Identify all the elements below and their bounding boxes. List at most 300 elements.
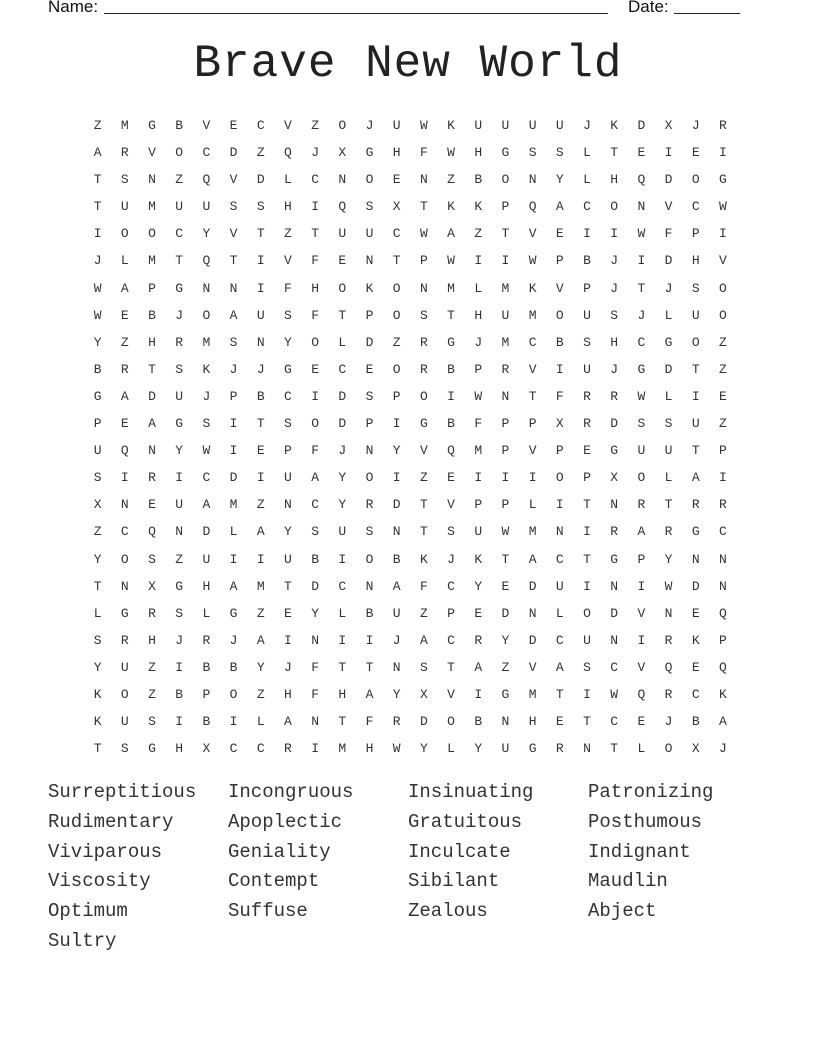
grid-letter[interactable]: K [93, 714, 102, 730]
grid-letter[interactable]: A [637, 524, 646, 540]
grid-letter[interactable]: S [583, 334, 591, 350]
grid-letter[interactable]: R [474, 632, 483, 648]
grid-letter[interactable]: U [256, 307, 265, 323]
grid-letter[interactable]: I [392, 470, 401, 486]
grid-letter[interactable]: L [555, 605, 564, 621]
grid-letter[interactable]: G [148, 741, 156, 757]
grid-letter[interactable]: R [719, 497, 727, 513]
grid-letter[interactable]: Y [284, 524, 292, 540]
grid-letter[interactable]: T [93, 578, 102, 594]
grid-letter[interactable]: Q [202, 253, 211, 269]
grid-letter[interactable]: J [474, 334, 483, 350]
grid-letter[interactable]: Z [311, 118, 319, 133]
grid-letter[interactable]: J [202, 388, 211, 404]
grid-letter[interactable]: A [284, 714, 292, 730]
grid-letter[interactable]: J [583, 118, 591, 133]
grid-letter[interactable]: I [555, 497, 564, 513]
grid-letter[interactable]: W [637, 226, 646, 242]
grid-letter[interactable]: G [610, 551, 619, 567]
grid-letter[interactable]: B [256, 388, 265, 404]
grid-letter[interactable]: C [284, 388, 292, 404]
grid-letter[interactable]: E [365, 361, 374, 377]
grid-letter[interactable]: N [501, 714, 510, 730]
grid-letter[interactable]: G [610, 443, 619, 459]
grid-letter[interactable]: E [447, 470, 455, 486]
grid-letter[interactable]: X [610, 470, 619, 486]
grid-letter[interactable]: C [447, 632, 455, 648]
grid-letter[interactable]: A [447, 226, 455, 242]
grid-letter[interactable]: M [528, 686, 537, 702]
grid-letter[interactable]: U [175, 199, 184, 215]
grid-letter[interactable]: J [311, 145, 319, 161]
grid-letter[interactable]: E [284, 605, 292, 621]
grid-letter[interactable]: A [202, 497, 211, 513]
grid-letter[interactable]: A [691, 470, 700, 486]
grid-letter[interactable]: R [637, 497, 646, 513]
grid-letter[interactable]: R [583, 388, 591, 404]
grid-letter[interactable]: H [528, 714, 537, 730]
grid-letter[interactable]: G [120, 605, 129, 621]
grid-letter[interactable]: U [528, 118, 537, 133]
grid-letter[interactable]: K [691, 632, 700, 648]
grid-letter[interactable]: L [120, 253, 129, 269]
grid-letter[interactable]: J [447, 551, 455, 567]
grid-letter[interactable]: Q [202, 172, 211, 188]
grid-letter[interactable]: S [610, 307, 619, 323]
grid-letter[interactable]: Z [474, 226, 483, 242]
grid-letter[interactable]: X [555, 416, 564, 432]
grid-letter[interactable]: I [120, 470, 129, 486]
grid-letter[interactable]: I [447, 388, 455, 404]
grid-letter[interactable]: V [284, 118, 292, 133]
grid-letter[interactable]: Q [284, 145, 292, 161]
grid-letter[interactable]: H [311, 280, 319, 296]
grid-letter[interactable]: I [528, 470, 537, 486]
grid-letter[interactable]: D [691, 578, 700, 594]
grid-letter[interactable]: S [175, 605, 184, 621]
grid-letter[interactable]: S [175, 361, 184, 377]
grid-letter[interactable]: R [120, 145, 129, 161]
grid-letter[interactable]: P [202, 686, 211, 702]
grid-letter[interactable]: Z [501, 659, 510, 675]
grid-letter[interactable]: R [719, 118, 727, 133]
grid-letter[interactable]: N [311, 714, 319, 730]
grid-letter[interactable]: O [610, 199, 619, 215]
grid-letter[interactable]: Y [311, 605, 319, 621]
grid-letter[interactable]: I [175, 714, 184, 730]
grid-letter[interactable]: A [474, 659, 483, 675]
grid-letter[interactable]: Y [664, 551, 673, 567]
grid-letter[interactable]: C [583, 199, 591, 215]
grid-letter[interactable]: Y [175, 443, 184, 459]
grid-letter[interactable]: U [501, 741, 510, 757]
grid-letter[interactable]: J [175, 632, 184, 648]
grid-letter[interactable]: T [637, 280, 646, 296]
grid-letter[interactable]: T [392, 253, 401, 269]
grid-letter[interactable]: E [555, 714, 564, 730]
grid-letter[interactable]: M [256, 578, 265, 594]
grid-letter[interactable]: G [501, 145, 510, 161]
grid-letter[interactable]: H [148, 334, 156, 350]
grid-letter[interactable]: N [256, 334, 265, 350]
grid-letter[interactable]: I [637, 253, 646, 269]
grid-letter[interactable]: U [93, 443, 102, 459]
grid-letter[interactable]: S [365, 199, 374, 215]
grid-letter[interactable]: L [256, 714, 265, 730]
grid-letter[interactable]: I [719, 226, 727, 242]
grid-letter[interactable]: F [311, 659, 319, 675]
grid-letter[interactable]: J [610, 361, 619, 377]
grid-letter[interactable]: O [338, 280, 347, 296]
grid-letter[interactable]: O [365, 551, 374, 567]
grid-letter[interactable]: M [447, 280, 455, 296]
grid-letter[interactable]: J [284, 659, 292, 675]
grid-letter[interactable]: C [691, 199, 700, 215]
grid-letter[interactable]: C [229, 741, 238, 757]
grid-letter[interactable]: S [229, 334, 238, 350]
grid-letter[interactable]: C [256, 118, 265, 133]
grid-letter[interactable]: P [419, 253, 428, 269]
grid-letter[interactable]: E [120, 416, 129, 432]
date-blank-line[interactable] [674, 13, 740, 14]
grid-letter[interactable]: U [664, 443, 673, 459]
grid-letter[interactable]: D [664, 253, 673, 269]
grid-letter[interactable]: E [392, 172, 401, 188]
grid-letter[interactable]: G [365, 145, 374, 161]
grid-letter[interactable]: Z [719, 361, 727, 377]
grid-letter[interactable]: N [202, 280, 211, 296]
grid-letter[interactable]: T [419, 524, 428, 540]
grid-letter[interactable]: S [365, 388, 374, 404]
grid-letter[interactable]: Y [93, 334, 102, 350]
grid-letter[interactable]: T [148, 361, 156, 377]
grid-letter[interactable]: L [637, 741, 646, 757]
grid-letter[interactable]: S [583, 659, 591, 675]
grid-letter[interactable]: O [447, 714, 455, 730]
grid-letter[interactable]: D [419, 714, 428, 730]
grid-letter[interactable]: R [365, 497, 374, 513]
grid-letter[interactable]: C [311, 172, 319, 188]
grid-letter[interactable]: N [691, 551, 700, 567]
grid-letter[interactable]: N [528, 605, 537, 621]
grid-letter[interactable]: E [637, 714, 646, 730]
grid-letter[interactable]: A [120, 280, 129, 296]
grid-letter[interactable]: V [419, 443, 428, 459]
grid-letter[interactable]: N [392, 524, 401, 540]
grid-letter[interactable]: I [284, 632, 292, 648]
grid-letter[interactable]: R [148, 605, 156, 621]
grid-letter[interactable]: B [583, 253, 591, 269]
grid-letter[interactable]: V [555, 280, 564, 296]
grid-letter[interactable]: B [555, 334, 564, 350]
grid-letter[interactable]: E [555, 226, 564, 242]
grid-letter[interactable]: T [93, 172, 102, 188]
grid-letter[interactable]: N [175, 524, 184, 540]
grid-letter[interactable]: P [148, 280, 156, 296]
grid-letter[interactable]: R [284, 741, 292, 757]
grid-letter[interactable]: D [528, 632, 537, 648]
grid-letter[interactable]: Y [392, 443, 401, 459]
grid-letter[interactable]: V [528, 443, 537, 459]
grid-letter[interactable]: S [284, 416, 292, 432]
grid-letter[interactable]: P [474, 361, 483, 377]
grid-letter[interactable]: L [338, 605, 347, 621]
grid-letter[interactable]: Z [148, 659, 156, 675]
grid-letter[interactable]: Y [555, 172, 564, 188]
grid-letter[interactable]: K [610, 118, 619, 133]
grid-letter[interactable]: I [311, 741, 319, 757]
grid-letter[interactable]: S [148, 551, 156, 567]
grid-letter[interactable]: O [691, 172, 700, 188]
grid-letter[interactable]: M [501, 280, 510, 296]
grid-letter[interactable]: V [202, 118, 211, 133]
grid-letter[interactable]: H [365, 741, 374, 757]
grid-letter[interactable]: T [284, 578, 292, 594]
grid-letter[interactable]: Z [256, 497, 265, 513]
grid-letter[interactable]: Z [93, 118, 102, 133]
grid-letter[interactable]: Q [338, 199, 347, 215]
grid-letter[interactable]: B [474, 172, 483, 188]
grid-letter[interactable]: C [555, 551, 564, 567]
grid-letter[interactable]: Z [256, 686, 265, 702]
grid-letter[interactable]: W [637, 388, 646, 404]
grid-letter[interactable]: W [719, 199, 727, 215]
grid-letter[interactable]: M [474, 443, 483, 459]
grid-letter[interactable]: C [691, 686, 700, 702]
grid-letter[interactable]: O [719, 307, 727, 323]
grid-letter[interactable]: A [229, 578, 238, 594]
grid-letter[interactable]: S [256, 199, 265, 215]
grid-letter[interactable]: N [148, 172, 156, 188]
grid-letter[interactable]: J [664, 714, 673, 730]
grid-letter[interactable]: N [719, 578, 727, 594]
grid-letter[interactable]: I [555, 361, 564, 377]
grid-letter[interactable]: F [311, 307, 319, 323]
grid-letter[interactable]: B [365, 605, 374, 621]
grid-letter[interactable]: V [229, 226, 238, 242]
grid-letter[interactable]: B [148, 307, 156, 323]
grid-letter[interactable]: H [148, 632, 156, 648]
grid-letter[interactable]: U [120, 659, 129, 675]
grid-letter[interactable]: A [256, 524, 265, 540]
grid-letter[interactable]: W [392, 741, 401, 757]
grid-letter[interactable]: E [148, 497, 156, 513]
grid-letter[interactable]: Y [93, 659, 102, 675]
grid-letter[interactable]: I [229, 551, 238, 567]
grid-letter[interactable]: Z [447, 172, 455, 188]
grid-letter[interactable]: T [691, 443, 700, 459]
grid-letter[interactable]: B [447, 416, 455, 432]
grid-letter[interactable]: T [256, 226, 265, 242]
grid-letter[interactable]: R [664, 686, 673, 702]
grid-letter[interactable]: I [637, 578, 646, 594]
grid-letter[interactable]: O [555, 470, 564, 486]
grid-letter[interactable]: D [148, 388, 156, 404]
grid-letter[interactable]: W [419, 118, 428, 133]
grid-letter[interactable]: O [419, 388, 428, 404]
grid-letter[interactable]: D [610, 416, 619, 432]
grid-letter[interactable]: N [555, 524, 564, 540]
grid-letter[interactable]: I [719, 145, 727, 161]
grid-letter[interactable]: K [202, 361, 211, 377]
grid-letter[interactable]: G [664, 334, 673, 350]
grid-letter[interactable]: T [501, 226, 510, 242]
grid-letter[interactable]: F [419, 145, 428, 161]
grid-letter[interactable]: P [583, 470, 591, 486]
grid-letter[interactable]: Y [93, 551, 102, 567]
grid-letter[interactable]: V [447, 686, 455, 702]
grid-letter[interactable]: N [365, 253, 374, 269]
grid-letter[interactable]: I [256, 280, 265, 296]
grid-letter[interactable]: Y [501, 632, 510, 648]
grid-letter[interactable]: N [637, 199, 646, 215]
grid-letter[interactable]: O [148, 226, 156, 242]
grid-letter[interactable]: J [365, 118, 374, 133]
grid-letter[interactable]: E [474, 605, 483, 621]
grid-letter[interactable]: O [311, 334, 319, 350]
grid-letter[interactable]: E [637, 145, 646, 161]
grid-letter[interactable]: X [419, 686, 428, 702]
grid-letter[interactable]: Y [338, 470, 347, 486]
grid-letter[interactable]: Q [719, 605, 727, 621]
grid-letter[interactable]: O [664, 741, 673, 757]
grid-letter[interactable]: P [93, 416, 102, 432]
grid-letter[interactable]: U [120, 714, 129, 730]
grid-letter[interactable]: R [501, 361, 510, 377]
grid-letter[interactable]: Y [202, 226, 211, 242]
grid-letter[interactable]: Y [474, 578, 483, 594]
grid-letter[interactable]: N [338, 172, 347, 188]
grid-letter[interactable]: W [528, 253, 537, 269]
grid-letter[interactable]: W [501, 524, 510, 540]
grid-letter[interactable]: U [175, 388, 184, 404]
grid-letter[interactable]: E [256, 443, 265, 459]
grid-letter[interactable]: G [447, 334, 455, 350]
grid-letter[interactable]: N [284, 497, 292, 513]
grid-letter[interactable]: I [501, 253, 510, 269]
grid-letter[interactable]: G [175, 416, 184, 432]
grid-letter[interactable]: U [338, 226, 347, 242]
grid-letter[interactable]: P [229, 388, 238, 404]
grid-letter[interactable]: T [555, 686, 564, 702]
grid-letter[interactable]: R [120, 632, 129, 648]
grid-letter[interactable]: O [555, 307, 564, 323]
grid-letter[interactable]: O [365, 172, 374, 188]
grid-letter[interactable]: W [202, 443, 211, 459]
grid-letter[interactable]: G [691, 524, 700, 540]
grid-letter[interactable]: O [311, 416, 319, 432]
grid-letter[interactable]: Y [474, 741, 483, 757]
grid-letter[interactable]: G [501, 686, 510, 702]
grid-letter[interactable]: U [583, 632, 591, 648]
grid-letter[interactable]: R [419, 361, 428, 377]
grid-letter[interactable]: T [610, 145, 619, 161]
grid-letter[interactable]: O [392, 307, 401, 323]
grid-letter[interactable]: J [719, 741, 727, 757]
grid-letter[interactable]: T [338, 659, 347, 675]
grid-letter[interactable]: L [338, 334, 347, 350]
grid-letter[interactable]: K [419, 551, 428, 567]
grid-letter[interactable]: R [148, 470, 156, 486]
grid-letter[interactable]: Z [175, 551, 184, 567]
grid-letter[interactable]: C [719, 524, 727, 540]
grid-letter[interactable]: I [256, 551, 265, 567]
grid-letter[interactable]: V [447, 497, 455, 513]
grid-letter[interactable]: F [365, 714, 374, 730]
grid-letter[interactable]: N [528, 172, 537, 188]
grid-letter[interactable]: B [392, 551, 401, 567]
grid-letter[interactable]: W [447, 145, 455, 161]
grid-letter[interactable]: C [555, 632, 564, 648]
grid-letter[interactable]: V [284, 253, 292, 269]
grid-letter[interactable]: I [610, 226, 619, 242]
grid-letter[interactable]: V [229, 172, 238, 188]
grid-letter[interactable]: D [365, 334, 374, 350]
grid-letter[interactable]: P [501, 497, 510, 513]
grid-letter[interactable]: L [229, 524, 238, 540]
grid-letter[interactable]: U [365, 226, 374, 242]
grid-letter[interactable]: J [637, 307, 646, 323]
grid-letter[interactable]: J [664, 280, 673, 296]
grid-letter[interactable]: S [555, 145, 564, 161]
grid-letter[interactable]: Z [719, 334, 727, 350]
grid-letter[interactable]: U [474, 118, 483, 133]
grid-letter[interactable]: M [501, 334, 510, 350]
grid-letter[interactable]: U [583, 361, 591, 377]
grid-letter[interactable]: P [555, 253, 564, 269]
grid-letter[interactable]: T [664, 497, 673, 513]
grid-letter[interactable]: P [501, 443, 510, 459]
grid-letter[interactable]: K [719, 686, 727, 702]
grid-letter[interactable]: D [528, 578, 537, 594]
grid-letter[interactable]: M [148, 253, 156, 269]
grid-letter[interactable]: P [583, 280, 591, 296]
grid-letter[interactable]: D [501, 605, 510, 621]
grid-letter[interactable]: J [93, 253, 102, 269]
grid-letter[interactable]: N [419, 172, 428, 188]
grid-letter[interactable]: M [120, 118, 129, 133]
grid-letter[interactable]: F [311, 253, 319, 269]
grid-letter[interactable]: M [528, 524, 537, 540]
grid-letter[interactable]: N [610, 578, 619, 594]
grid-letter[interactable]: T [365, 659, 374, 675]
grid-letter[interactable]: I [664, 145, 673, 161]
grid-letter[interactable]: P [284, 443, 292, 459]
grid-letter[interactable]: B [474, 714, 483, 730]
grid-letter[interactable]: T [691, 361, 700, 377]
grid-letter[interactable]: U [555, 118, 564, 133]
grid-letter[interactable]: G [175, 578, 184, 594]
grid-letter[interactable]: N [664, 605, 673, 621]
grid-letter[interactable]: G [93, 388, 102, 404]
grid-letter[interactable]: T [93, 741, 102, 757]
grid-letter[interactable]: D [637, 118, 646, 133]
grid-letter[interactable]: S [419, 659, 428, 675]
grid-letter[interactable]: V [528, 361, 537, 377]
grid-letter[interactable]: H [175, 741, 184, 757]
grid-letter[interactable]: I [229, 714, 238, 730]
grid-letter[interactable]: T [447, 307, 455, 323]
grid-letter[interactable]: K [447, 199, 455, 215]
grid-letter[interactable]: O [637, 470, 646, 486]
grid-letter[interactable]: A [311, 470, 319, 486]
grid-letter[interactable]: D [392, 497, 401, 513]
grid-letter[interactable]: J [338, 443, 347, 459]
grid-letter[interactable]: T [311, 226, 319, 242]
grid-letter[interactable]: H [691, 253, 700, 269]
grid-letter[interactable]: L [583, 145, 591, 161]
grid-letter[interactable]: C [610, 659, 619, 675]
